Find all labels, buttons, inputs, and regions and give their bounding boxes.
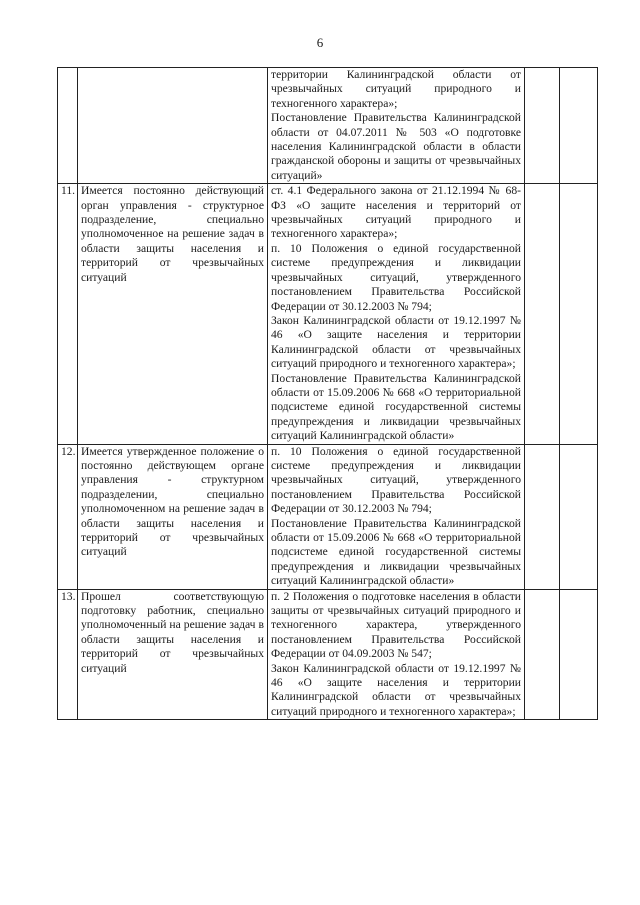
reference-item: Постановление Правительства Калининградской области от 15.09.2006 № 668 «О территориальной подсистеме единой государственной системы предупреждения и ликвидации чрезвычайных ситуаций Калининградской области» xyxy=(271,516,521,588)
row-number: 13. xyxy=(58,589,78,720)
requirement-cell: Прошел соответствующую подготовку работник, специально уполномоченный на решение задач в области защиты населения и территорий от чрезвычайных ситуаций xyxy=(78,589,268,720)
table-row xyxy=(58,68,598,184)
page-number: 6 xyxy=(316,35,324,50)
empty-cell xyxy=(525,444,560,589)
requirement-cell: Имеется утвержденное положение о постоянно действующем органе управления - структурном подразделении, специально уполномоченном на решение задач в области защиты населения и территорий от чрезвычайных ситуаций xyxy=(78,444,268,589)
table-row xyxy=(58,184,598,444)
empty-cell xyxy=(560,68,598,184)
row-number: 12. xyxy=(58,444,78,589)
row-number xyxy=(58,68,78,184)
empty-cell xyxy=(560,444,598,589)
requirement-cell: Имеется постоянно действующий орган управления - структурное подразделение, специально уполномоченное на решение задач в области защиты населения и территорий от чрезвычайных ситуаций xyxy=(78,184,268,444)
table-row xyxy=(58,589,598,720)
requirements-table xyxy=(57,67,598,720)
references-cell xyxy=(268,68,525,184)
reference-item: п. 10 Положения о единой государственной системе предупреждения и ликвидации чрезвычайных ситуаций, утвержденного постановлением Правительства Российской Федерации от 30.12.2003 № 794; xyxy=(271,444,521,516)
reference-item: территории Калининградской области от чрезвычайных ситуаций природного и техногенного характера»; xyxy=(271,68,521,110)
reference-item: п. 10 Положения о единой государственной системе предупреждения и ликвидации чрезвычайных ситуаций, утвержденного постановлением Правительства Российской Федерации от 30.12.2003 № 794; xyxy=(271,241,521,313)
empty-cell xyxy=(525,589,560,720)
reference-item: ст. 4.1 Федерального закона от 21.12.1994 № 68-ФЗ «О защите населения и территорий от чрезвычайных ситуаций природного и техногенного характера»; xyxy=(271,184,521,241)
empty-cell xyxy=(525,184,560,444)
empty-cell xyxy=(560,589,598,720)
reference-item: п. 2 Положения о подготовке населения в области защиты от чрезвычайных ситуаций природного и техногенного характера, утвержденного постановлением Правительства Российской Федерации от 04.09.2003 № 547; xyxy=(271,589,521,661)
requirement-cell xyxy=(78,68,268,184)
table-row xyxy=(58,444,598,589)
empty-cell xyxy=(525,68,560,184)
row-number: 11. xyxy=(58,184,78,444)
empty-cell xyxy=(560,184,598,444)
references-cell xyxy=(268,589,525,720)
reference-item: Постановление Правительства Калининградской области от 04.07.2011 № 503 «О подготовке населения Калининградской области в области гражданской обороны и защиты от чрезвычайных ситуаций» xyxy=(271,111,521,182)
reference-item: Закон Калининградской области от 19.12.1997 № 46 «О защите населения и территории Калининградской области от чрезвычайных ситуаций природного и техногенного характера»; xyxy=(271,313,521,371)
reference-item: Закон Калининградской области от 19.12.1997 № 46 «О защите населения и территории Калининградской области от чрезвычайных ситуаций природного и техногенного характера»; xyxy=(271,661,521,718)
references-cell xyxy=(268,184,525,444)
references-cell xyxy=(268,444,525,589)
reference-item: Постановление Правительства Калининградской области от 15.09.2006 № 668 «О территориальной подсистеме единой государственной системы предупреждения и ликвидации чрезвычайных ситуаций Калининградской области» xyxy=(271,371,521,443)
